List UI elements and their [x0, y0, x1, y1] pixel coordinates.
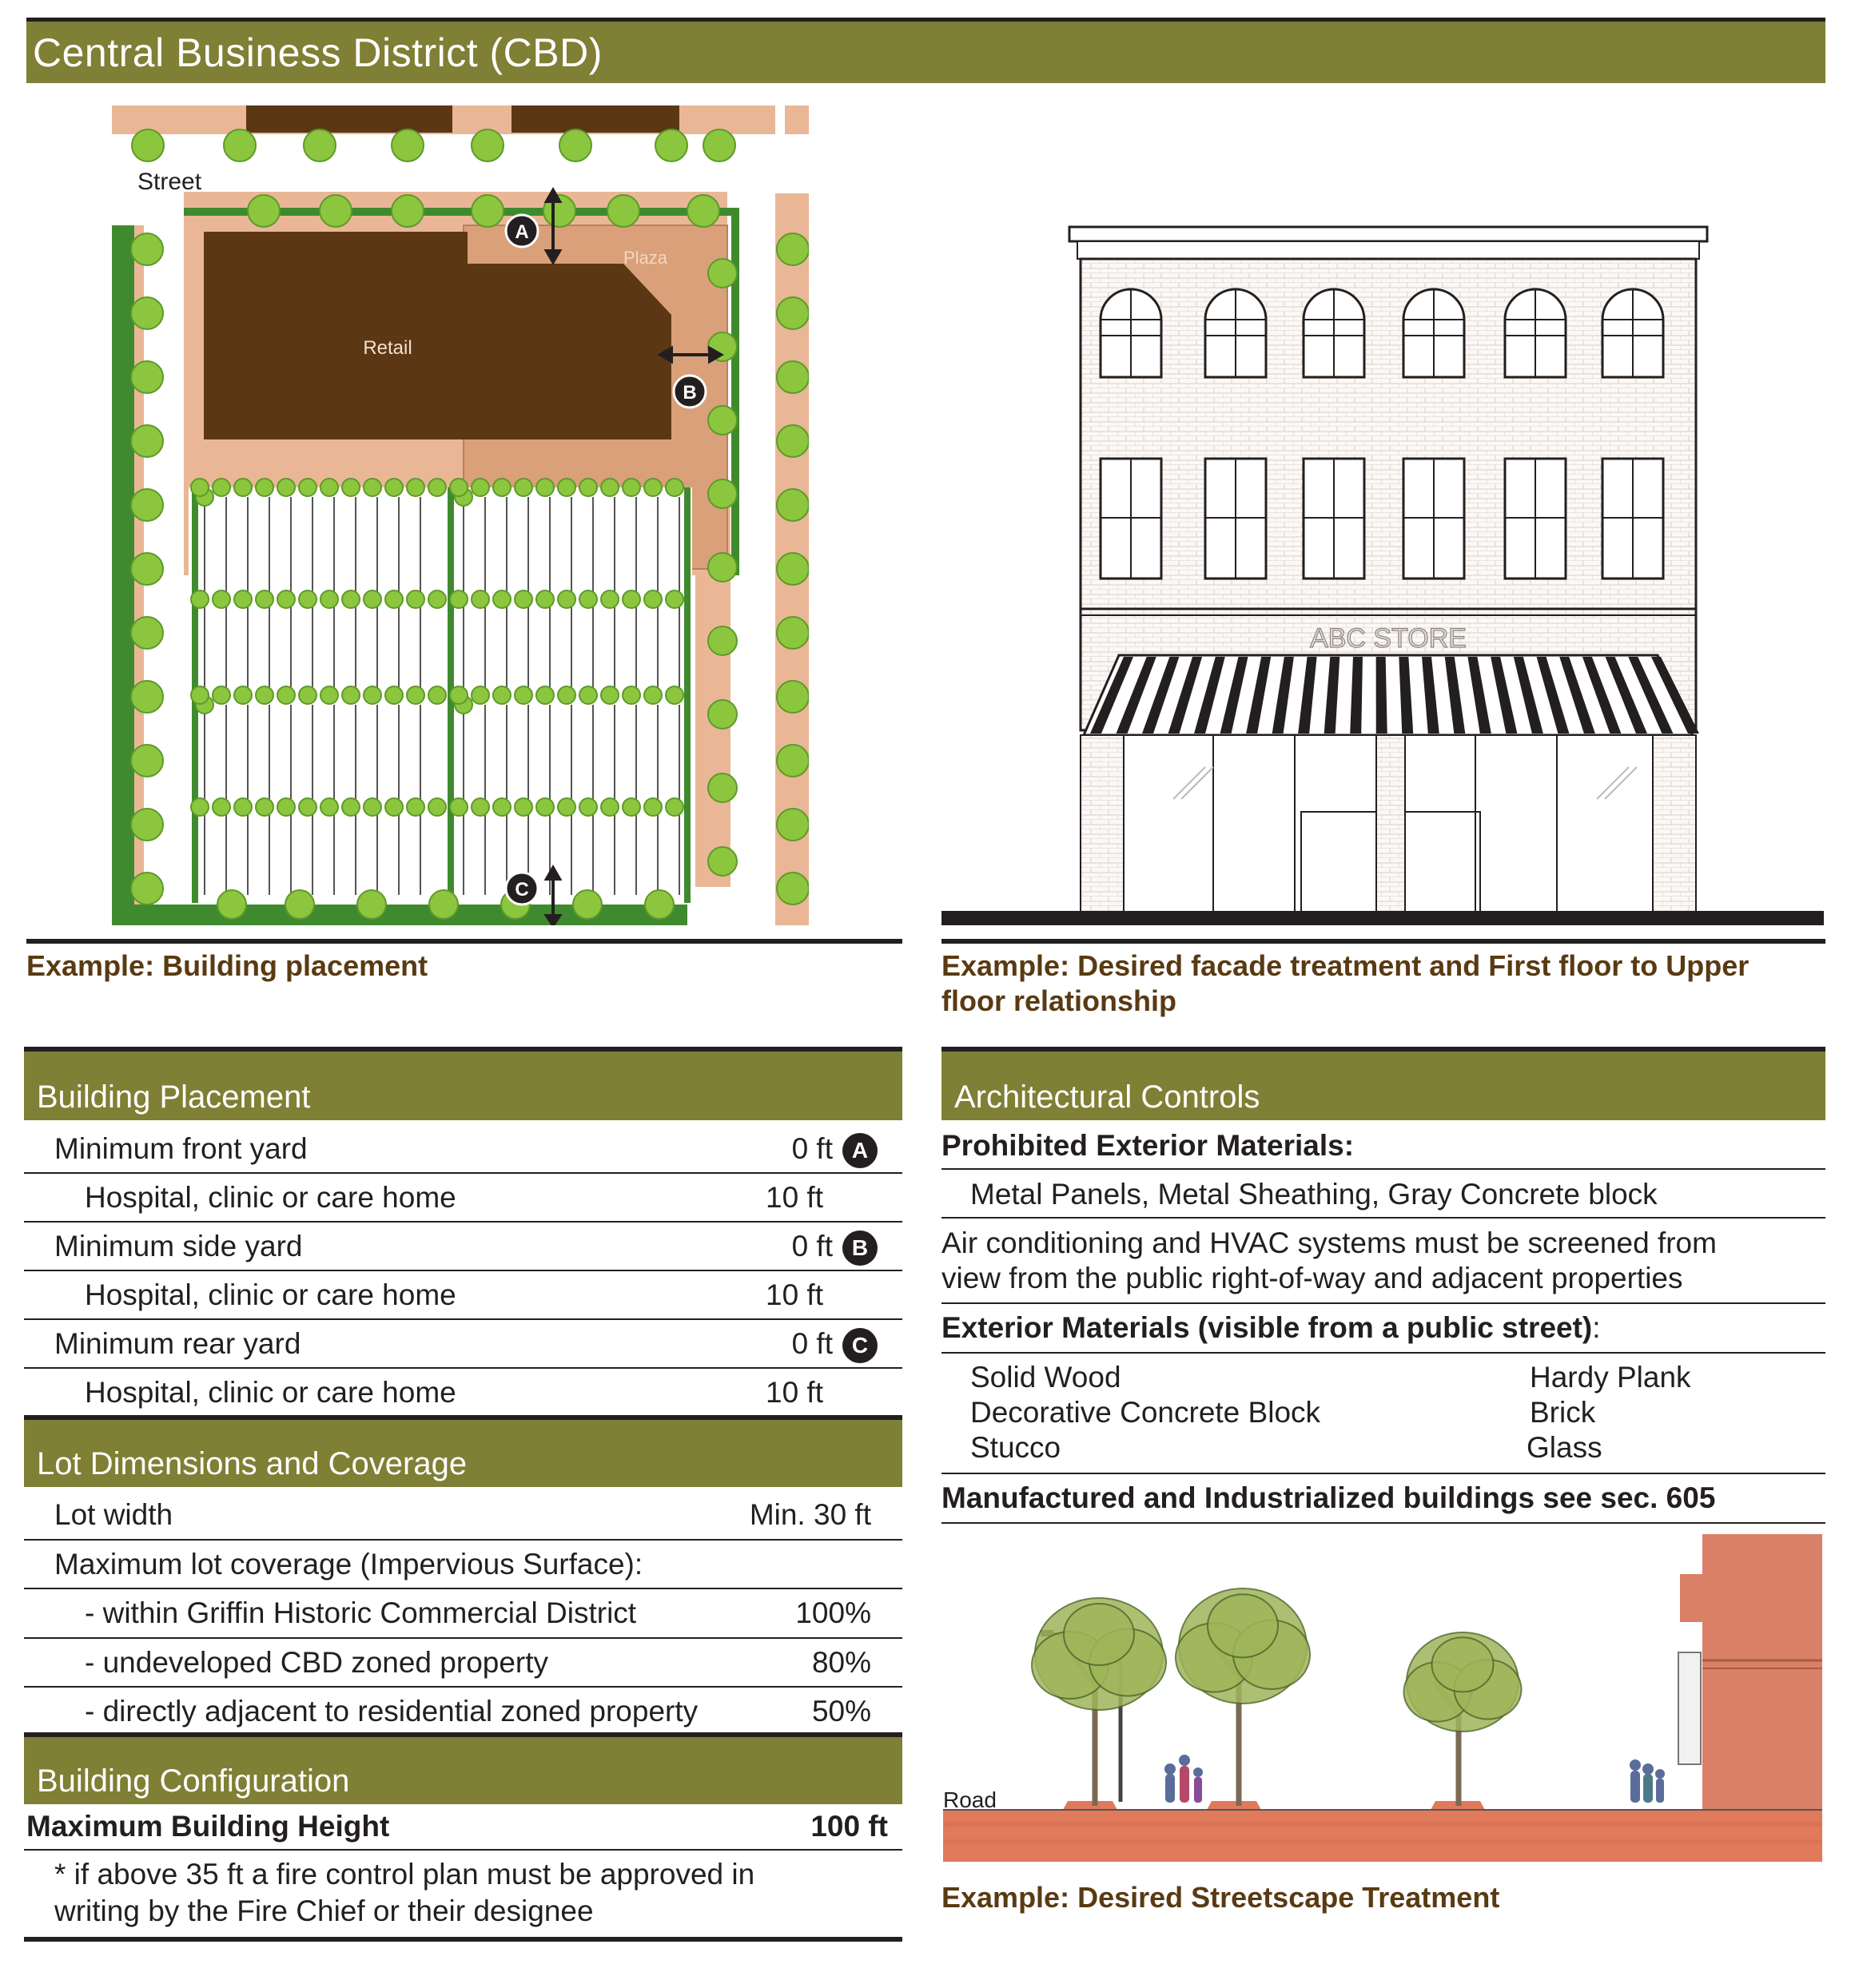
tree-icon [256, 590, 273, 608]
tree-icon [708, 773, 737, 802]
tree-icon [655, 129, 687, 161]
tree-icon [472, 195, 504, 227]
streetscape-drawing [943, 1534, 1822, 1862]
lot-value-text: 50% [811, 1695, 871, 1728]
tree-icon [777, 809, 809, 841]
tree-icon [601, 686, 619, 704]
hvac-line2: view from the public right-of-way and adjacent properties [941, 1262, 1683, 1294]
lot-row [24, 1688, 887, 1734]
tree-icon [248, 195, 280, 227]
tree-icon [428, 590, 446, 608]
material-solid-wood: Solid Wood [970, 1361, 1121, 1394]
tree-icon [644, 686, 662, 704]
lot-label: - within Griffin Historic Commercial District [85, 1596, 637, 1629]
tree-icon [536, 686, 554, 704]
lot-value [750, 1497, 871, 1533]
lot-value-text: 80% [811, 1645, 871, 1679]
lot-value [812, 1645, 871, 1680]
tree-icon [666, 590, 683, 608]
building-placement-heading: Building Placement [37, 1079, 311, 1115]
tree-icon [558, 798, 575, 816]
tree-icon [320, 195, 352, 227]
lot-row [24, 1541, 887, 1587]
tree-icon [708, 553, 737, 582]
divider [26, 939, 902, 944]
tree-icon [666, 479, 683, 496]
tree-icon [320, 479, 338, 496]
tree-icon [472, 686, 489, 704]
lot-row [24, 1491, 887, 1537]
tree-icon [320, 590, 338, 608]
lot-value-text: Min. 30 ft [749, 1498, 871, 1531]
placement-value [792, 1131, 878, 1168]
tree-icon [777, 233, 809, 265]
tree-icon [515, 590, 532, 608]
caption-streetscape: Example: Desired Streetscape Treatment [941, 1881, 1500, 1914]
divider [941, 939, 1825, 944]
tree-icon [708, 847, 737, 876]
tree-icon [304, 129, 336, 161]
tree-icon [131, 425, 163, 457]
tree-icon [407, 590, 424, 608]
tree-icon [131, 809, 163, 841]
tree-icon [450, 479, 468, 496]
tree-icon [450, 798, 468, 816]
tree-icon [407, 686, 424, 704]
svg-text:A: A [515, 221, 529, 243]
marker-a [506, 215, 538, 247]
tree-icon [428, 798, 446, 816]
divider [24, 1937, 902, 1942]
tree-icon [364, 479, 381, 496]
tree-icon [320, 686, 338, 704]
tree-icon [213, 479, 230, 496]
placement-value [766, 1375, 823, 1410]
tree-icon [493, 798, 511, 816]
facade-drawing [941, 216, 1824, 927]
tree-icon [131, 681, 163, 713]
tree-icon [644, 798, 662, 816]
tree-icon [558, 686, 575, 704]
tree-icon [708, 479, 737, 508]
lot-label: Maximum lot coverage (Impervious Surface): [54, 1547, 643, 1580]
tree-icon [277, 479, 295, 496]
tree-icon [131, 297, 163, 329]
site-plan-figure [112, 105, 809, 925]
tree-icon [623, 479, 640, 496]
streetscape-figure [943, 1534, 1822, 1862]
row-divider [941, 1168, 1825, 1170]
tree-icon [777, 745, 809, 777]
lot-dimensions-heading-bar [24, 1415, 902, 1487]
tree-icon [607, 195, 639, 227]
exterior-materials-label: Exterior Materials (visible from a public street) [941, 1311, 1593, 1344]
tree-icon [601, 798, 619, 816]
caption-facade-line1: Example: Desired facade treatment and First floor to Upper [941, 949, 1749, 982]
tree-icon [277, 798, 295, 816]
tree-icon [299, 590, 316, 608]
placement-value-text: 0 ft [791, 1230, 833, 1262]
tree-icon [131, 361, 163, 393]
building-configuration-heading-bar [24, 1732, 902, 1804]
page-title: Central Business District (CBD) [33, 30, 603, 75]
tree-icon [450, 686, 468, 704]
tree-icon [191, 686, 209, 704]
tree-icon [256, 479, 273, 496]
architectural-controls-heading: Architectural Controls [954, 1079, 1260, 1115]
lot-label: Lot width [54, 1498, 173, 1531]
placement-row [24, 1271, 887, 1317]
tree-icon [428, 479, 446, 496]
tree-icon [666, 798, 683, 816]
tree-canopy [1208, 1594, 1278, 1657]
hvac-line1: Air conditioning and HVAC systems must be screened from [941, 1227, 1717, 1259]
tree-icon [299, 798, 316, 816]
building-configuration-heading: Building Configuration [37, 1763, 350, 1799]
lot-value [795, 1596, 871, 1631]
tree-icon [385, 590, 403, 608]
tree-icon [472, 129, 504, 161]
tree-icon [131, 745, 163, 777]
tree-icon [515, 479, 532, 496]
max-height-row [26, 1807, 888, 1847]
tree-icon [191, 479, 209, 496]
tree-icon [558, 590, 575, 608]
tree-icon [536, 590, 554, 608]
tree-canopy [1064, 1604, 1134, 1665]
tree-icon [407, 798, 424, 816]
tree-icon [131, 233, 163, 265]
tree-icon [515, 686, 532, 704]
placement-value [766, 1278, 823, 1313]
tree-icon [708, 259, 737, 288]
tree-icon [708, 406, 737, 435]
marker-badge: C [842, 1328, 878, 1363]
tree-icon [385, 479, 403, 496]
placement-label: Hospital, clinic or care home [85, 1278, 456, 1311]
tree-icon [385, 686, 403, 704]
tree-icon [493, 479, 511, 496]
tree-icon [472, 590, 489, 608]
placement-label: Minimum rear yard [54, 1327, 301, 1360]
tree-icon [234, 590, 252, 608]
placement-row [24, 1223, 887, 1268]
placement-label: Minimum side yard [54, 1230, 303, 1262]
tree-icon [450, 590, 468, 608]
tree-icon [472, 798, 489, 816]
tree-icon [285, 890, 314, 919]
svg-text:B: B [683, 382, 697, 404]
tree-icon [392, 129, 424, 161]
tree-icon [364, 798, 381, 816]
placement-value-text: 0 ft [791, 1327, 833, 1360]
tree-icon [579, 479, 597, 496]
material-brick: Brick [1530, 1396, 1596, 1429]
tree-icon [385, 798, 403, 816]
tree-icon [256, 798, 273, 816]
height-note-line1: * if above 35 ft a fire control plan must be approved in [54, 1858, 755, 1891]
placement-value [792, 1326, 878, 1363]
max-height-label: Maximum Building Height [26, 1810, 390, 1843]
tree-icon [256, 686, 273, 704]
lot-label: - undeveloped CBD zoned property [85, 1645, 549, 1679]
tree-icon [579, 798, 597, 816]
tree-icon [623, 590, 640, 608]
material-glass: Glass [1527, 1431, 1602, 1464]
lot-dimensions-heading: Lot Dimensions and Coverage [37, 1446, 468, 1481]
tree-icon [392, 195, 424, 227]
plaza-label: Plaza [623, 248, 668, 268]
tree-icon [277, 590, 295, 608]
lot-row [24, 1639, 887, 1685]
tree-icon [777, 617, 809, 649]
tree-icon [342, 798, 360, 816]
tree-icon [357, 890, 386, 919]
placement-row [24, 1174, 887, 1219]
tree-icon [493, 590, 511, 608]
tree-icon [777, 489, 809, 521]
tree-icon [644, 590, 662, 608]
row-divider [941, 1302, 1825, 1304]
placement-row [24, 1320, 887, 1366]
lot-value [812, 1694, 871, 1729]
row-divider [941, 1522, 1825, 1524]
exterior-materials-row [941, 1310, 1601, 1346]
tree-icon [131, 489, 163, 521]
tree-icon [573, 890, 602, 919]
placement-value-text: 10 ft [766, 1278, 823, 1311]
store-sign: ABC STORE [1310, 623, 1467, 654]
tree-icon [428, 686, 446, 704]
tree-icon [213, 686, 230, 704]
max-height-value: 100 ft [810, 1810, 888, 1843]
tree-icon [407, 479, 424, 496]
building-placement-heading-bar [24, 1047, 902, 1120]
prohibited-label: Prohibited Exterior Materials: [941, 1129, 1355, 1162]
tree-icon [213, 590, 230, 608]
tree-icon [558, 479, 575, 496]
tree-icon [666, 686, 683, 704]
tree-canopy [1432, 1637, 1494, 1692]
lot-row [24, 1589, 887, 1636]
tree-icon [299, 479, 316, 496]
tree-icon [777, 361, 809, 393]
tree-icon [623, 798, 640, 816]
placement-row [24, 1125, 887, 1171]
tree-icon [645, 890, 674, 919]
tree-icon [777, 873, 809, 905]
tree-icon [213, 798, 230, 816]
tree-icon [536, 479, 554, 496]
marker-c [506, 873, 538, 905]
tree-icon [515, 798, 532, 816]
tree-icon [191, 590, 209, 608]
height-note-line2: writing by the Fire Chief or their designee [54, 1895, 594, 1927]
tree-icon [191, 798, 209, 816]
tree-icon [224, 129, 256, 161]
tree-icon [277, 686, 295, 704]
row-divider [941, 1473, 1825, 1474]
tree-icon [234, 479, 252, 496]
tree-icon [777, 553, 809, 585]
tree-icon [364, 686, 381, 704]
manufactured-buildings: Manufactured and Industrialized buildings see sec. 605 [941, 1481, 1716, 1514]
tree-icon [472, 479, 489, 496]
tree-icon [536, 798, 554, 816]
tree-icon [703, 129, 735, 161]
placement-label: Hospital, clinic or care home [85, 1181, 456, 1214]
exterior-materials-colon: : [1592, 1311, 1601, 1344]
road-label: Road [943, 1787, 997, 1812]
tree-icon [601, 479, 619, 496]
placement-label: Hospital, clinic or care home [85, 1376, 456, 1409]
tree-icon [493, 686, 511, 704]
placement-value [766, 1180, 823, 1215]
tree-icon [777, 425, 809, 457]
row-divider [24, 1849, 902, 1851]
tree-icon [579, 686, 597, 704]
retail-label: Retail [363, 337, 412, 359]
tree-icon [708, 700, 737, 729]
material-stucco: Stucco [970, 1431, 1061, 1464]
marker-b [674, 376, 706, 408]
tree-icon [234, 686, 252, 704]
tree-icon [217, 890, 246, 919]
tree-icon [131, 553, 163, 585]
caption-building-placement: Example: Building placement [26, 949, 428, 982]
architectural-controls-heading-bar [941, 1047, 1825, 1120]
page-title-banner [26, 18, 1825, 83]
tree-icon [708, 626, 737, 655]
placement-row [24, 1369, 887, 1414]
tree-icon [601, 590, 619, 608]
tree-icon [342, 590, 360, 608]
tree-icon [299, 686, 316, 704]
tree-icon [623, 686, 640, 704]
tree-icon [131, 873, 163, 905]
row-divider [941, 1217, 1825, 1219]
tree-icon [320, 798, 338, 816]
tree-icon [342, 479, 360, 496]
tree-icon [777, 297, 809, 329]
row-divider [941, 1352, 1825, 1354]
tree-icon [559, 129, 591, 161]
facade-figure [941, 216, 1824, 927]
prohibited-items: Metal Panels, Metal Sheathing, Gray Concrete block [970, 1178, 1658, 1211]
tree-icon [234, 798, 252, 816]
marker-badge: B [842, 1231, 878, 1266]
placement-value-text: 10 ft [766, 1181, 823, 1214]
svg-text:C: C [515, 879, 529, 901]
tree-icon [342, 686, 360, 704]
placement-value-text: 10 ft [766, 1376, 823, 1409]
street-label: Street [137, 169, 202, 195]
material-decorative-concrete-block: Decorative Concrete Block [970, 1396, 1321, 1429]
placement-label: Minimum front yard [54, 1132, 308, 1165]
tree-icon [131, 617, 163, 649]
tree-icon [644, 479, 662, 496]
tree-icon [777, 681, 809, 713]
lot-label: - directly adjacent to residential zoned property [85, 1695, 699, 1728]
placement-value [792, 1229, 878, 1266]
marker-badge: A [842, 1133, 878, 1168]
caption-facade-line2: floor relationship [941, 984, 1177, 1017]
tree-icon [579, 590, 597, 608]
tree-icon [132, 129, 164, 161]
placement-value-text: 0 ft [791, 1132, 833, 1165]
tree-icon [687, 195, 719, 227]
lot-value-text: 100% [795, 1596, 871, 1629]
material-hardy-plank: Hardy Plank [1530, 1361, 1691, 1394]
site-plan-drawing [112, 105, 809, 925]
tree-icon [429, 890, 458, 919]
tree-icon [364, 590, 381, 608]
